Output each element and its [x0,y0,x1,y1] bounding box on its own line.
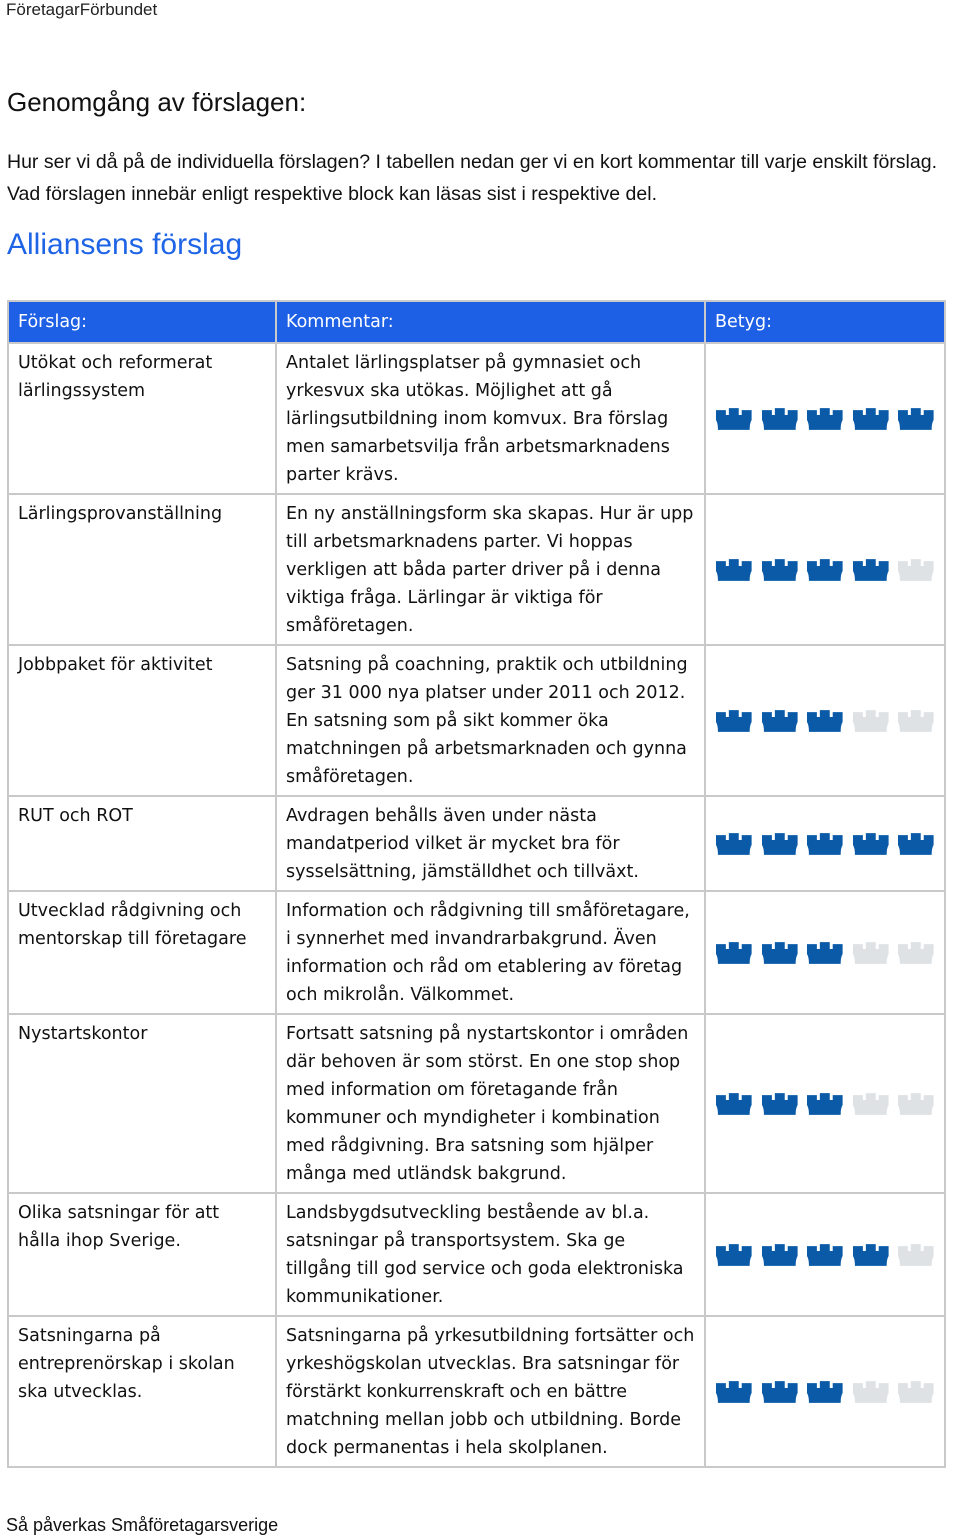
crown-icon [714,1379,754,1405]
crown-icon [896,557,936,583]
crown-icon [851,831,891,857]
proposal-cell: Satsningarna på entreprenörskap i skolan ska utvecklas. [8,1316,276,1467]
rating-crowns [714,557,936,583]
crown-icon [805,1242,845,1268]
crown-icon [714,406,754,432]
crown-icon [760,1091,800,1117]
crown-icon [760,557,800,583]
proposal-cell: Jobbpaket för aktivitet [8,645,276,796]
crown-icon [851,557,891,583]
crown-icon [851,1091,891,1117]
intro-paragraph: Hur ser vi då på de individuella förslagen? I tabellen nedan ger vi en kort kommentar till varje enskilt förslag. Vad förslagen innebär enligt respektive block kan läsas sist i respektive del. [7,151,937,205]
comment-cell: Satsningarna på yrkesutbildning fortsätter och yrkeshögskolan utvecklas. Bra satsningar för förstärkt konkurrenskraft och en bättre matchning mellan jobb och utbildning. Borde dock permanentas i hela skolplanen. [276,1316,705,1467]
crown-icon [760,1242,800,1268]
comment-cell: Antalet lärlingsplatser på gymnasiet och yrkesvux ska utökas. Möjlighet att gå lärlingsutbildning inom komvux. Bra förslag men samarbetsvilja från arbetsmarknadens parter krävs. [276,343,705,494]
rating-cell [705,494,945,645]
rating-crowns [714,708,936,734]
crown-icon [714,1242,754,1268]
crown-icon [714,1091,754,1117]
comment-cell: Fortsatt satsning på nystartskontor i områden där behoven är som störst. En one stop shop med information om företagande från kommuner och myndigheter i kombination med rådgivning. Bra satsning som hjälper många med utländsk bakgrund. [276,1014,705,1193]
crown-icon [760,1379,800,1405]
crown-icon [896,1379,936,1405]
section-heading: Genomgång av förslagen: [7,87,307,117]
brand-name: FöretagarFörbundet [6,0,158,19]
table-header-row [8,301,945,343]
table-row [8,1316,945,1467]
crown-icon [714,557,754,583]
crown-icon [805,406,845,432]
comment-cell: Information och rådgivning till småföretagare, i synnerhet med invandrarbakgrund. Även information och råd om etablering av företag och mikrolån. Välkommet. [276,891,705,1014]
rating-crowns [714,1242,936,1268]
crown-icon [896,940,936,966]
column-header-rating: Betyg: [705,301,945,343]
comment-cell: Landsbygdsutveckling bestående av bl.a. satsningar på transportsystem. Ska ge tillgång till god service och goda elektroniska kommunikationer. [276,1193,705,1316]
crown-icon [851,1242,891,1268]
crown-icon [805,557,845,583]
crown-icon [760,940,800,966]
crown-icon [760,831,800,857]
crown-icon [760,708,800,734]
crown-icon [896,708,936,734]
comment-cell: En ny anställningsform ska skapas. Hur är upp till arbetsmarknadens parter. Vi hoppas verkligen att båda parter driver på i denna viktiga fråga. Lärlingar är viktiga för småföretagen. [276,494,705,645]
proposal-cell: Olika satsningar för att hålla ihop Sverige. [8,1193,276,1316]
rating-cell [705,645,945,796]
proposals-table [7,300,946,1468]
column-header-comment: Kommentar: [276,301,705,343]
rating-cell [705,1014,945,1193]
crown-icon [896,831,936,857]
table-row [8,343,945,494]
table-row [8,645,945,796]
crown-icon [896,406,936,432]
crown-icon [714,708,754,734]
crown-icon [805,831,845,857]
footer-text: Så påverkas Småföretagarsverige [6,1515,279,1535]
proposal-cell: Utvecklad rådgivning och mentorskap till företagare [8,891,276,1014]
comment-cell: Avdragen behålls även under nästa mandatperiod vilket är mycket bra för sysselsättning, jämställdhet och tillväxt. [276,796,705,891]
crown-icon [851,1379,891,1405]
crown-icon [851,708,891,734]
crown-icon [851,940,891,966]
table-row [8,891,945,1014]
rating-crowns [714,406,936,432]
crown-icon [760,406,800,432]
rating-crowns [714,831,936,857]
table-row [8,1193,945,1316]
proposal-cell: RUT och ROT [8,796,276,891]
crown-icon [714,831,754,857]
rating-crowns [714,1379,936,1405]
rating-crowns [714,940,936,966]
crown-icon [714,940,754,966]
crown-icon [896,1091,936,1117]
rating-cell [705,1193,945,1316]
table-row [8,1014,945,1193]
crown-icon [851,406,891,432]
rating-cell [705,1316,945,1467]
crown-icon [805,940,845,966]
table-row [8,796,945,891]
crown-icon [805,708,845,734]
rating-cell [705,891,945,1014]
comment-cell: Satsning på coachning, praktik och utbildning ger 31 000 nya platser under 2011 och 2012. En satsning som på sikt kommer öka matchningen på arbetsmarknaden och gynna småföretagen. [276,645,705,796]
proposal-cell: Nystartskontor [8,1014,276,1193]
crown-icon [896,1242,936,1268]
column-header-proposal: Förslag: [8,301,276,343]
proposal-cell: Lärlingsprovanställning [8,494,276,645]
rating-cell [705,796,945,891]
rating-crowns [714,1091,936,1117]
proposal-cell: Utökat och reformerat lärlingssystem [8,343,276,494]
crown-icon [805,1379,845,1405]
rating-cell [705,343,945,494]
crown-icon [805,1091,845,1117]
table-row [8,494,945,645]
table-title: Alliansens förslag [7,228,243,261]
